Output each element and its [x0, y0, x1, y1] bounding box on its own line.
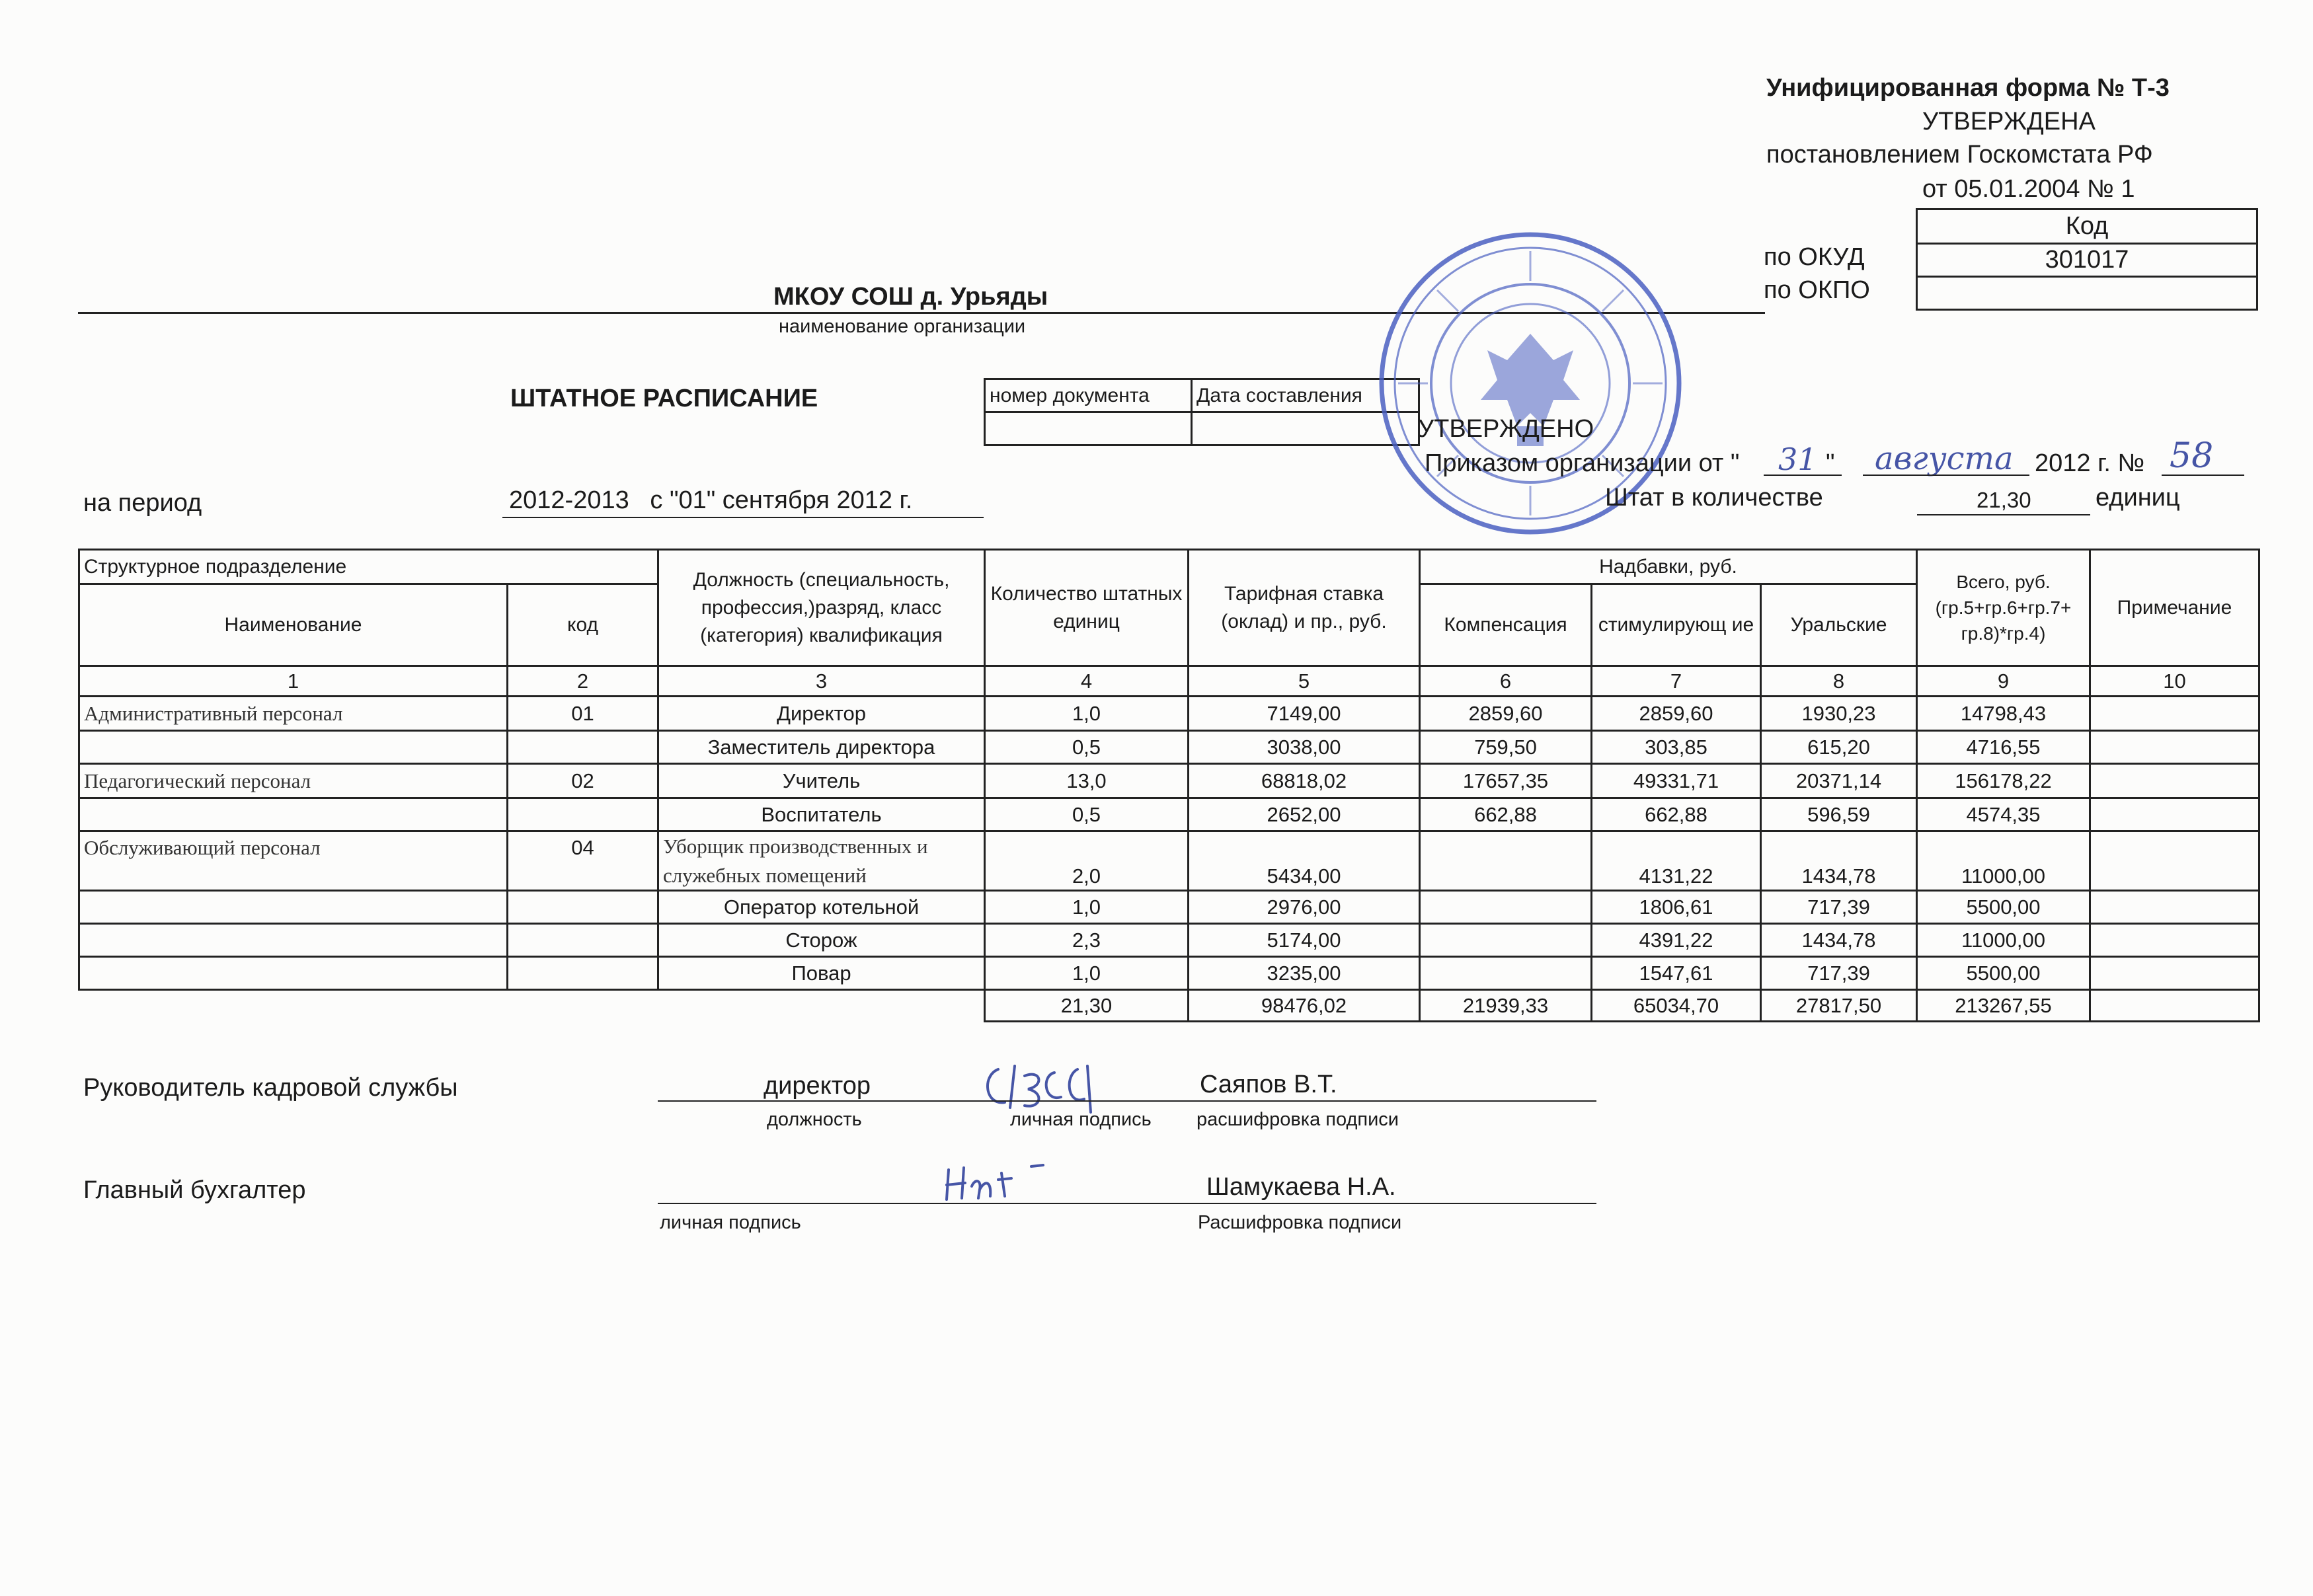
table-row	[79, 957, 2259, 990]
table-row	[79, 891, 2259, 924]
staff-label: Штат в количестве	[1605, 484, 1823, 512]
row-code	[508, 731, 658, 764]
header-allowances: Надбавки, руб.	[1420, 550, 1917, 584]
doc-number-label: номер документа	[985, 379, 1192, 412]
row-code	[508, 957, 658, 990]
total-comp: 21939,33	[1420, 990, 1592, 1022]
row-total: 4716,55	[1917, 731, 2090, 764]
colnum-6: 6	[1420, 666, 1592, 697]
row-code: 02	[508, 764, 658, 798]
staff-underline	[1917, 514, 2090, 515]
row-code	[508, 891, 658, 924]
organization-caption: наименование организации	[779, 316, 1026, 337]
form-title: Унифицированная форма № Т-3	[1766, 74, 2170, 102]
row-code: 01	[508, 697, 658, 731]
hr-label: Руководитель кадровой службы	[83, 1074, 458, 1102]
row-rate: 5434,00	[1189, 831, 1420, 891]
row-position: Учитель	[658, 764, 985, 798]
approved-label: УТВЕРЖДЕНА	[1922, 108, 2096, 135]
row-comp: 17657,35	[1420, 764, 1592, 798]
row-note	[2090, 831, 2259, 891]
header-structural: Структурное подразделение	[79, 550, 658, 584]
staff-value: 21,30	[1977, 488, 2031, 512]
row-ural: 1434,78	[1761, 924, 1917, 957]
header-compensation: Компенсация	[1420, 584, 1592, 666]
row-code	[508, 924, 658, 957]
row-position: Директор	[658, 697, 985, 731]
row-stim: 49331,71	[1592, 764, 1761, 798]
row-rate: 3235,00	[1189, 957, 1420, 990]
row-ural: 717,39	[1761, 957, 1917, 990]
colnum-8: 8	[1761, 666, 1917, 697]
row-position: Оператор котельной	[658, 891, 985, 924]
header-code: код	[508, 584, 658, 666]
row-code: 04	[508, 831, 658, 891]
row-stim: 4391,22	[1592, 924, 1761, 957]
row-ural: 615,20	[1761, 731, 1917, 764]
decree-line: постановлением Госкомстата РФ	[1766, 141, 2153, 169]
row-stim: 662,88	[1592, 798, 1761, 831]
row-position: Заместитель директора	[658, 731, 985, 764]
row-stim: 4131,22	[1592, 831, 1761, 891]
totals-spacer	[79, 990, 985, 1022]
row-dept	[79, 957, 508, 990]
accountant-underline	[658, 1203, 1596, 1204]
row-dept	[79, 798, 508, 831]
staff-schedule-table	[78, 549, 2260, 1022]
header-name: Наименование	[79, 584, 508, 666]
row-count: 2,0	[985, 831, 1189, 891]
hr-position: директор	[764, 1072, 871, 1100]
row-dept: Административный персонал	[79, 697, 508, 731]
table-row	[79, 697, 2259, 731]
row-count: 1,0	[985, 957, 1189, 990]
row-total: 14798,43	[1917, 697, 2090, 731]
row-comp: 662,88	[1420, 798, 1592, 831]
hr-name: Саяпов В.Т.	[1200, 1071, 1337, 1098]
row-dept: Обслуживающий персонал	[79, 831, 508, 891]
colnum-10: 10	[2090, 666, 2259, 697]
header-count: Количество штатных единиц	[985, 550, 1189, 666]
code-table	[1916, 208, 2258, 311]
row-stim: 1806,61	[1592, 891, 1761, 924]
row-count: 0,5	[985, 731, 1189, 764]
total-ural: 27817,50	[1761, 990, 1917, 1022]
period-value: 2012-2013 с "01" сентября 2012 г.	[509, 486, 913, 514]
row-total: 4574,35	[1917, 798, 2090, 831]
period-underline	[502, 517, 984, 518]
row-total: 5500,00	[1917, 891, 2090, 924]
row-stim: 303,85	[1592, 731, 1761, 764]
doc-date-label: Дата составления	[1192, 379, 1419, 412]
row-dept	[79, 891, 508, 924]
row-note	[2090, 924, 2259, 957]
row-ural: 1930,23	[1761, 697, 1917, 731]
total-note	[2090, 990, 2259, 1022]
table-row	[79, 764, 2259, 798]
row-position: Сторож	[658, 924, 985, 957]
doc-number-table	[984, 378, 1420, 446]
accountant-name: Шамукаева Н.А.	[1206, 1173, 1396, 1201]
hr-signature	[978, 1056, 1104, 1116]
period-label: на период	[83, 489, 202, 517]
row-ural: 1434,78	[1761, 831, 1917, 891]
row-ural: 717,39	[1761, 891, 1917, 924]
colnum-1: 1	[79, 666, 508, 697]
document-title: ШТАТНОЕ РАСПИСАНИЕ	[510, 385, 818, 412]
row-comp	[1420, 891, 1592, 924]
row-comp	[1420, 957, 1592, 990]
okud-label: по ОКУД	[1764, 243, 1865, 271]
order-month: августа	[1875, 440, 2014, 477]
table-row	[79, 831, 2259, 891]
row-count: 0,5	[985, 798, 1189, 831]
okud-value: 301017	[1917, 244, 2257, 277]
approved-heading: УТВЕРЖДЕНО	[1418, 415, 1594, 443]
totals-row	[79, 990, 2259, 1022]
order-year: 2012 г. №	[2035, 449, 2145, 477]
caption-decode-2: Расшифровка подписи	[1198, 1212, 1402, 1233]
okpo-value	[1917, 277, 2257, 310]
row-code	[508, 798, 658, 831]
order-number: 58	[2170, 436, 2214, 476]
row-ural: 596,59	[1761, 798, 1917, 831]
colnum-3: 3	[658, 666, 985, 697]
row-note	[2090, 891, 2259, 924]
row-note	[2090, 957, 2259, 990]
row-note	[2090, 697, 2259, 731]
header-stimulating: стимулирующ ие	[1592, 584, 1761, 666]
row-position: Воспитатель	[658, 798, 985, 831]
order-month-underline	[1863, 475, 2029, 476]
caption-position: должность	[767, 1109, 862, 1130]
colnum-5: 5	[1189, 666, 1420, 697]
row-count: 1,0	[985, 891, 1189, 924]
row-dept: Педагогический персонал	[79, 764, 508, 798]
caption-signature-2: личная подпись	[660, 1212, 801, 1233]
okpo-label: по ОКПО	[1764, 276, 1870, 304]
decree-date: от 05.01.2004 № 1	[1922, 175, 2135, 203]
order-number-underline	[2162, 475, 2244, 476]
table-row	[79, 731, 2259, 764]
colnum-7: 7	[1592, 666, 1761, 697]
row-position: Уборщик производственных и служебных помещений	[658, 831, 985, 891]
row-comp: 2859,60	[1420, 697, 1592, 731]
row-total: 156178,22	[1917, 764, 2090, 798]
row-total: 5500,00	[1917, 957, 2090, 990]
accountant-label: Главный бухгалтер	[83, 1176, 306, 1204]
order-quote: "	[1826, 449, 1835, 477]
header-position: Должность (специальность, профессия,)разряд, класс (категория) квалификация	[658, 550, 985, 666]
caption-decode: расшифровка подписи	[1196, 1109, 1399, 1130]
row-total: 11000,00	[1917, 924, 2090, 957]
row-rate: 2976,00	[1189, 891, 1420, 924]
order-prefix: Приказом организации от "	[1425, 449, 1740, 477]
row-position: Повар	[658, 957, 985, 990]
table-row	[79, 798, 2259, 831]
row-note	[2090, 731, 2259, 764]
row-count: 1,0	[985, 697, 1189, 731]
row-total: 11000,00	[1917, 831, 2090, 891]
caption-signature: личная подпись	[1010, 1109, 1152, 1130]
colnum-4: 4	[985, 666, 1189, 697]
row-note	[2090, 798, 2259, 831]
row-dept	[79, 731, 508, 764]
row-stim: 2859,60	[1592, 697, 1761, 731]
staff-unit: единиц	[2096, 484, 2180, 512]
row-rate: 3038,00	[1189, 731, 1420, 764]
total-stim: 65034,70	[1592, 990, 1761, 1022]
header-total: Всего, руб. (гр.5+гр.6+гр.7+ гр.8)*гр.4)	[1917, 550, 2090, 666]
row-dept	[79, 924, 508, 957]
row-stim: 1547,61	[1592, 957, 1761, 990]
header-ural: Уральские	[1761, 584, 1917, 666]
organization-name: МКОУ СОШ д. Урьяды	[773, 283, 1048, 311]
hr-underline	[658, 1100, 1596, 1102]
row-rate: 2652,00	[1189, 798, 1420, 831]
row-count: 13,0	[985, 764, 1189, 798]
row-rate: 5174,00	[1189, 924, 1420, 957]
doc-number-value	[985, 412, 1192, 445]
accountant-signature	[939, 1160, 1051, 1206]
total-rate: 98476,02	[1189, 990, 1420, 1022]
row-rate: 7149,00	[1189, 697, 1420, 731]
code-header: Код	[1917, 209, 2257, 244]
total-sum: 213267,55	[1917, 990, 2090, 1022]
row-ural: 20371,14	[1761, 764, 1917, 798]
header-rate: Тарифная ставка (оклад) и пр., руб.	[1189, 550, 1420, 666]
header-note: Примечание	[2090, 550, 2259, 666]
total-count: 21,30	[985, 990, 1189, 1022]
order-day: 31	[1778, 441, 1817, 477]
row-comp	[1420, 831, 1592, 891]
row-note	[2090, 764, 2259, 798]
row-comp: 759,50	[1420, 731, 1592, 764]
row-count: 2,3	[985, 924, 1189, 957]
colnum-9: 9	[1917, 666, 2090, 697]
row-comp	[1420, 924, 1592, 957]
colnum-2: 2	[508, 666, 658, 697]
row-rate: 68818,02	[1189, 764, 1420, 798]
table-row	[79, 924, 2259, 957]
